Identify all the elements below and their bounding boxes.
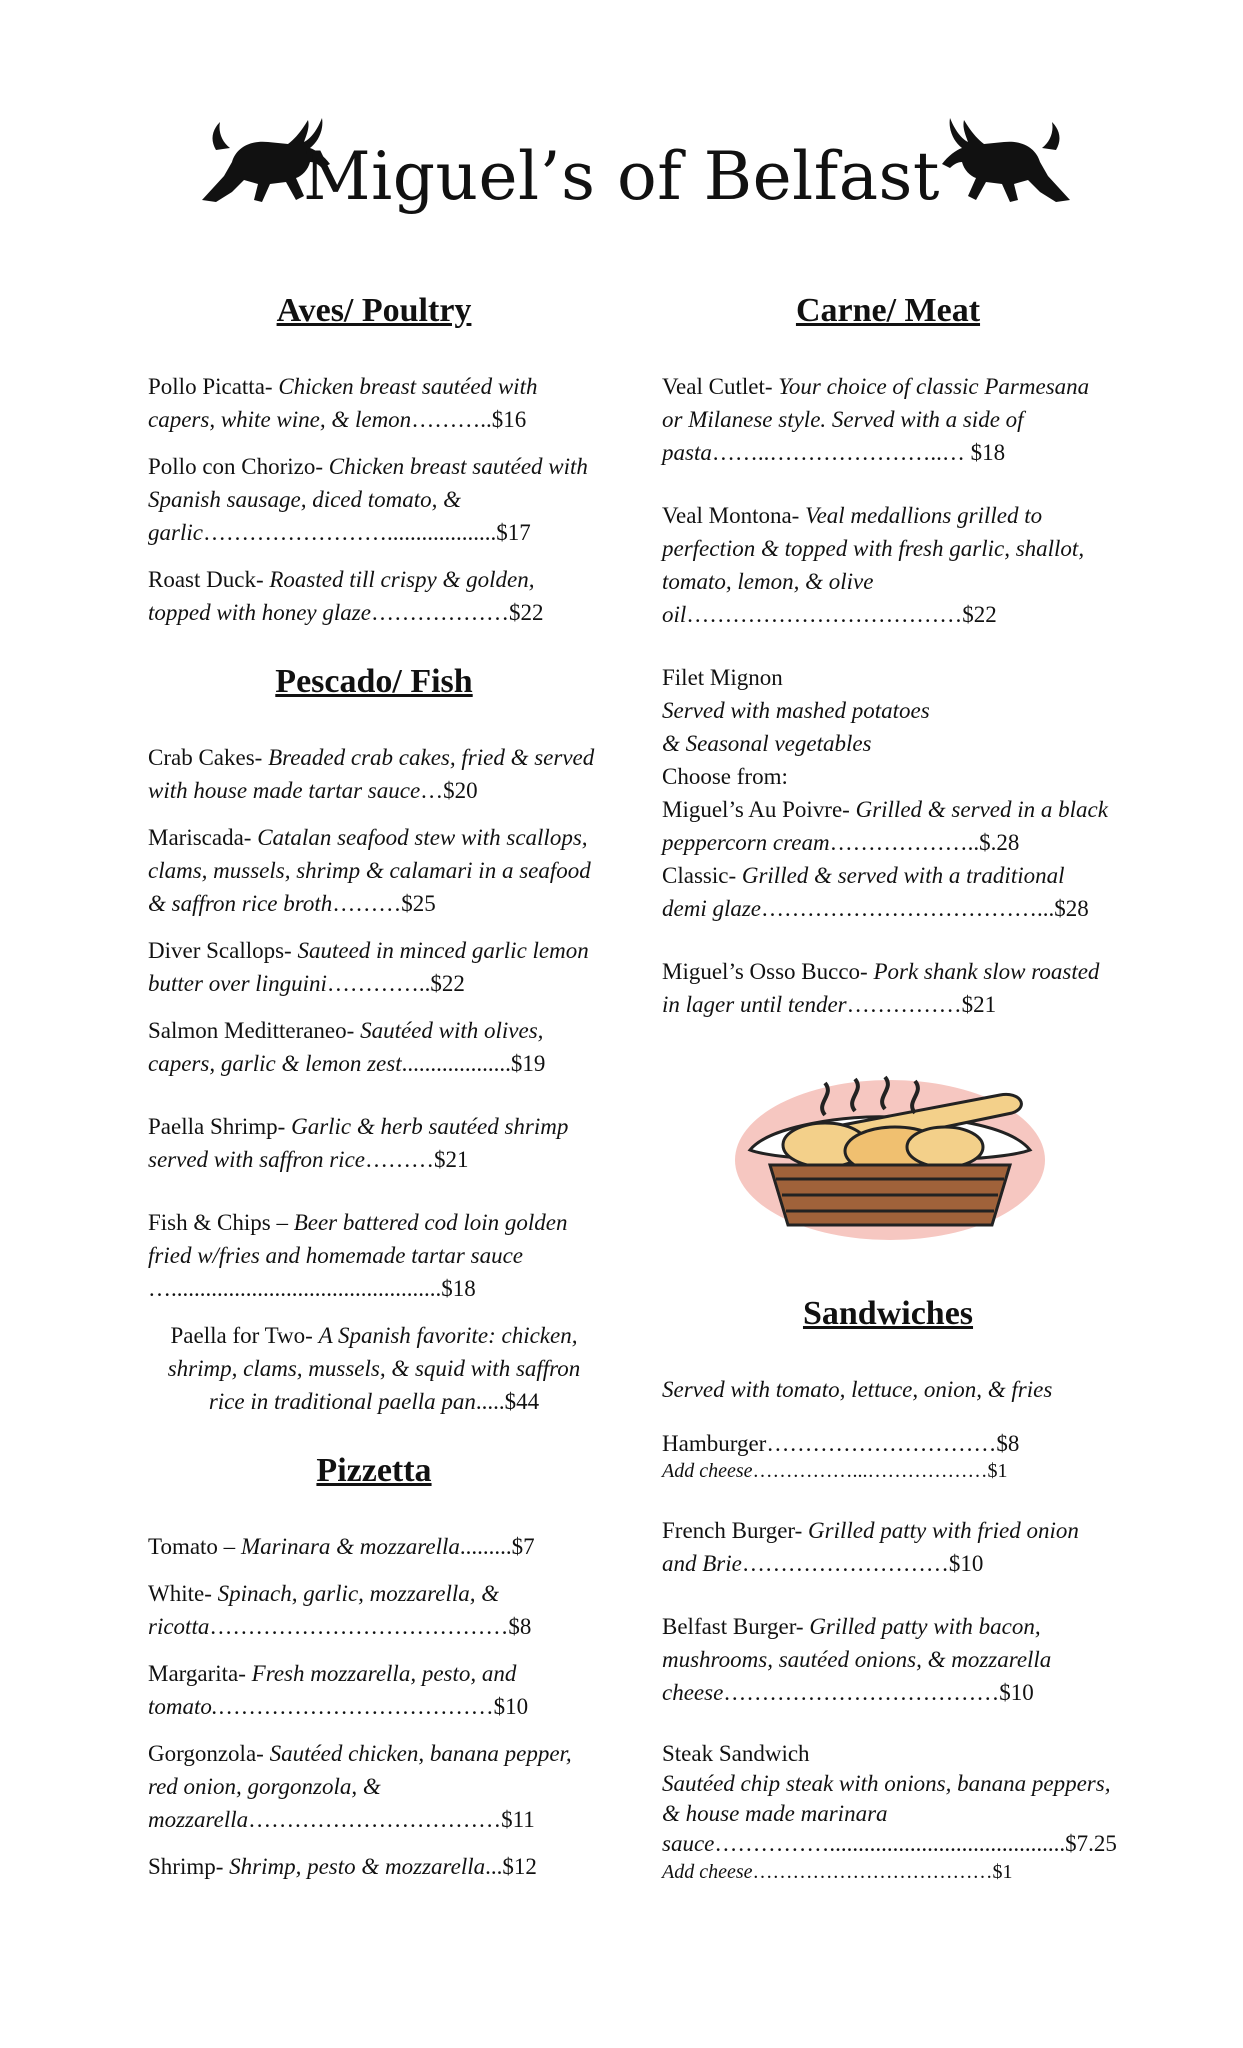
- menu-item: Pollo Picatta- Chicken breast sautéed with capers, white wine, & lemon………..$16: [148, 374, 538, 432]
- addon-line: Add cheese……………...………………$1: [662, 1460, 1008, 1482]
- addon-line: Add cheese………………………………$1: [662, 1861, 1013, 1883]
- menu-item: Salmon Meditteraneo- Sautéed with olives, capers, garlic & lemon zest...................$19: [148, 1018, 546, 1076]
- menu-item: Pollo con Chorizo- Chicken breast sautéed with Spanish sausage, diced tomato, & garlic……………………...................$17: [148, 454, 588, 545]
- menu-item-hamburger: Hamburger…………………………$8 Add cheese……………...………………$1: [662, 1430, 1114, 1484]
- menu-item: Gorgonzola- Sautéed chicken, banana pepper, red onion, gorgonzola, & mozzarella……………………………$11: [148, 1741, 572, 1832]
- menu-item: Roast Duck- Roasted till crispy & golden, topped with honey glaze………………$22: [148, 567, 544, 625]
- menu-item: Paella for Two- A Spanish favorite: chicken, shrimp, clams, mussels, & squid with saffron rice in traditional paella pan.....$44: [167, 1323, 581, 1414]
- menu-item: Tomato – Marinara & mozzarella.........$7: [148, 1534, 535, 1559]
- menu-item: Miguel’s Osso Bucco- Pork shank slow roasted in lager until tender……………$21: [662, 959, 1100, 1017]
- menu-item: Shrimp- Shrimp, pesto & mozzarella...$12: [148, 1854, 537, 1879]
- section-title-poultry: Aves/ Poultry: [276, 292, 472, 329]
- menu-item: Paella Shrimp- Garlic & herb sautéed shrimp served with saffron rice………$21: [148, 1114, 569, 1172]
- menu-item: White- Spinach, garlic, mozzarella, & ricotta…………………………………$8: [148, 1581, 532, 1639]
- menu-item: Fish & Chips – Beer battered cod loin golden fried w/fries and homemade tartar sauce …...............................................$18: [148, 1210, 568, 1301]
- menu-item: Margarita- Fresh mozzarella, pesto, and tomato.………………………………$10: [148, 1661, 529, 1719]
- filet-option: Miguel’s Au Poivre- Grilled & served in a black peppercorn cream………………..$.28: [662, 797, 1108, 855]
- restaurant-name: Miguel’s of Belfast: [303, 138, 940, 215]
- section-title-sandwiches: Sandwiches: [802, 1295, 974, 1332]
- menu-item: Diver Scallops- Sauteed in minced garlic lemon butter over linguini…………..$22: [148, 938, 589, 996]
- filet-choose: Choose from:: [662, 764, 788, 789]
- filet-name: Filet Mignon: [662, 665, 783, 690]
- section-title-meat: Carne/ Meat: [795, 292, 981, 329]
- menu-item: Belfast Burger- Grilled patty with bacon, mushrooms, sautéed onions, & mozzarella cheese………………………………$10: [662, 1614, 1052, 1705]
- bread-basket-illustration: [730, 1055, 1050, 1245]
- menu-item: Veal Montona- Veal medallions grilled to perfection & topped with fresh garlic, shallot, tomato, lemon, & olive oil………………………………$22: [662, 503, 1085, 627]
- sandwich-note: Served with tomato, lettuce, onion, & fries: [662, 1377, 1053, 1402]
- menu-header: [0, 96, 1243, 246]
- menu-item: Crab Cakes- Breaded crab cakes, fried & served with house made tartar sauce…$20: [148, 745, 595, 803]
- menu-item: Mariscada- Catalan seafood stew with scallops, clams, mussels, shrimp & calamari in a seafood & saffron rice broth………$25: [148, 825, 591, 916]
- bull-icon: [930, 104, 1080, 214]
- menu-item: Veal Cutlet- Your choice of classic Parmesana or Milanese style. Served with a side of pasta……..…………………..… $18: [662, 374, 1090, 465]
- menu-item: French Burger- Grilled patty with fried onion and Brie………………………$10: [662, 1518, 1079, 1576]
- filet-desc: & Seasonal vegetables: [662, 731, 872, 756]
- filet-option: Classic- Grilled & served with a traditional demi glaze………………………………...$28: [662, 863, 1089, 921]
- section-title-pizzetta: Pizzetta: [316, 1452, 432, 1489]
- filet-mignon-block: [662, 661, 1114, 925]
- section-title-fish: Pescado/ Fish: [275, 663, 473, 700]
- left-column: [148, 292, 600, 1897]
- menu-item-steak-sandwich: Steak Sandwich Sautéed chip steak with onions, banana peppers, & house made marinara sauce…………….........................................$7.25 Add cheese………………………………$1: [662, 1741, 1117, 1883]
- filet-desc: Served with mashed potatoes: [662, 698, 930, 723]
